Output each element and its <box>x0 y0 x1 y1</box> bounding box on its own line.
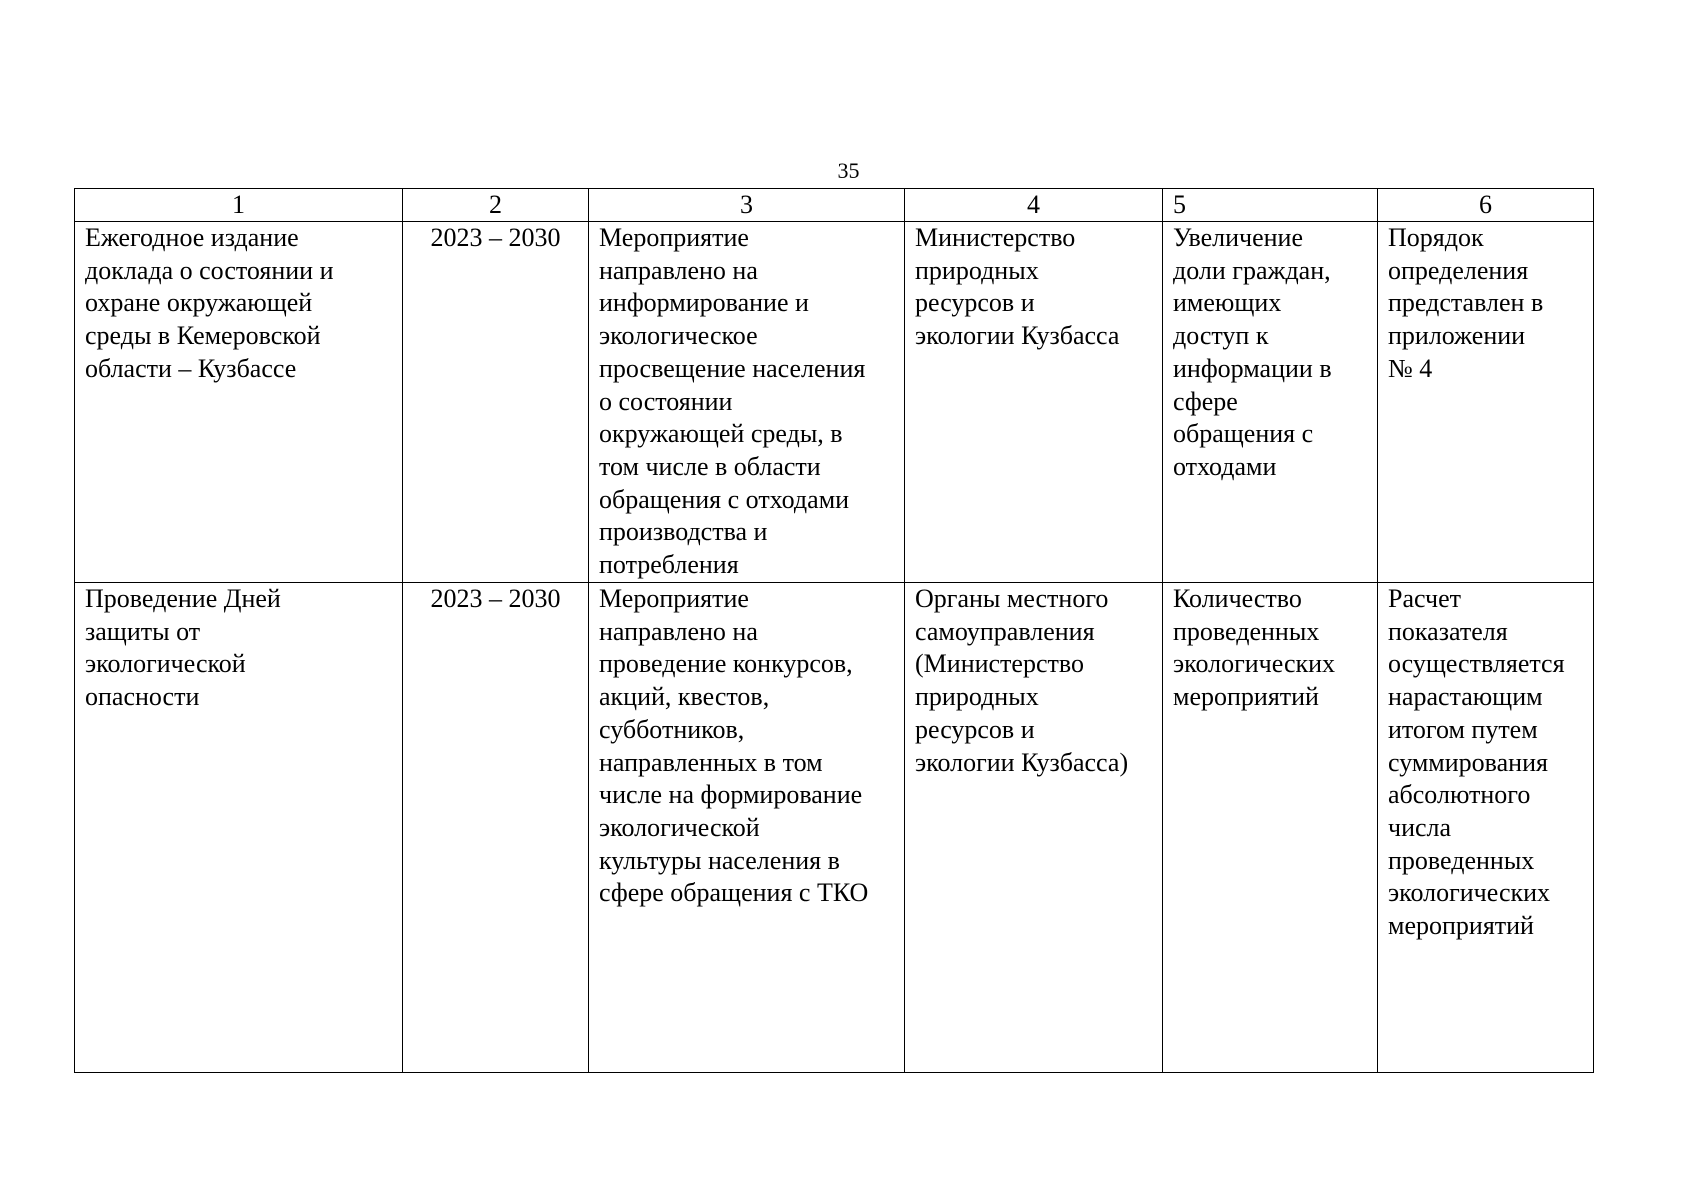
method-text: Расчет показателя осуществляется нарастающим итогом путем суммирования абсолютного числа проведенных экологических мероприятий <box>1388 584 1565 941</box>
table-row <box>75 583 1594 1073</box>
responsible-text: Министерство природных ресурсов и экологии Кузбасса <box>915 223 1120 351</box>
description-text: Мероприятие направлено на проведение конкурсов, акций, квестов, субботников, направленных в том числе на формирование экологической культуры населения в сфере обращения с ТКО <box>599 584 869 908</box>
event-cell <box>75 583 403 1073</box>
period-cell <box>403 222 589 583</box>
table-header-row <box>75 189 1594 222</box>
responsible-cell <box>905 583 1163 1073</box>
responsible-text: Органы местного самоуправления (Министерство природных ресурсов и экологии Кузбасса) <box>915 584 1129 777</box>
measures-table <box>74 188 1594 1073</box>
period-text: 2023 – 2030 <box>430 223 561 252</box>
event-text: Ежегодное издание доклада о состоянии и охране окружающей среды в Кемеровской области – Кузбассе <box>85 223 334 383</box>
indicator-cell <box>1163 583 1378 1073</box>
column-header-5: 5 <box>1163 189 1378 222</box>
column-header-2: 2 <box>403 189 589 222</box>
column-header-4: 4 <box>905 189 1163 222</box>
event-cell <box>75 222 403 583</box>
indicator-text: Увеличение доли граждан, имеющих доступ к информации в сфере обращения с отходами <box>1173 223 1332 481</box>
page-number: 35 <box>837 158 860 183</box>
method-text: Порядок определения представлен в приложении № 4 <box>1388 223 1544 383</box>
column-header-1: 1 <box>75 189 403 222</box>
period-cell <box>403 583 589 1073</box>
event-text: Проведение Дней защиты от экологической опасности <box>85 584 281 712</box>
method-cell <box>1378 222 1594 583</box>
column-header-3: 3 <box>589 189 905 222</box>
description-cell <box>589 583 905 1073</box>
period-text: 2023 – 2030 <box>430 584 561 613</box>
description-text: Мероприятие направлено на информирование и экологическое просвещение населения о состоянии окружающей среды, в том числе в области обращения с отходами производства и потребления <box>599 223 866 580</box>
indicator-text: Количество проведенных экологических мероприятий <box>1173 584 1336 712</box>
method-cell <box>1378 583 1594 1073</box>
responsible-cell <box>905 222 1163 583</box>
indicator-cell <box>1163 222 1378 583</box>
column-header-6: 6 <box>1378 189 1594 222</box>
description-cell <box>589 222 905 583</box>
table-row <box>75 222 1594 583</box>
